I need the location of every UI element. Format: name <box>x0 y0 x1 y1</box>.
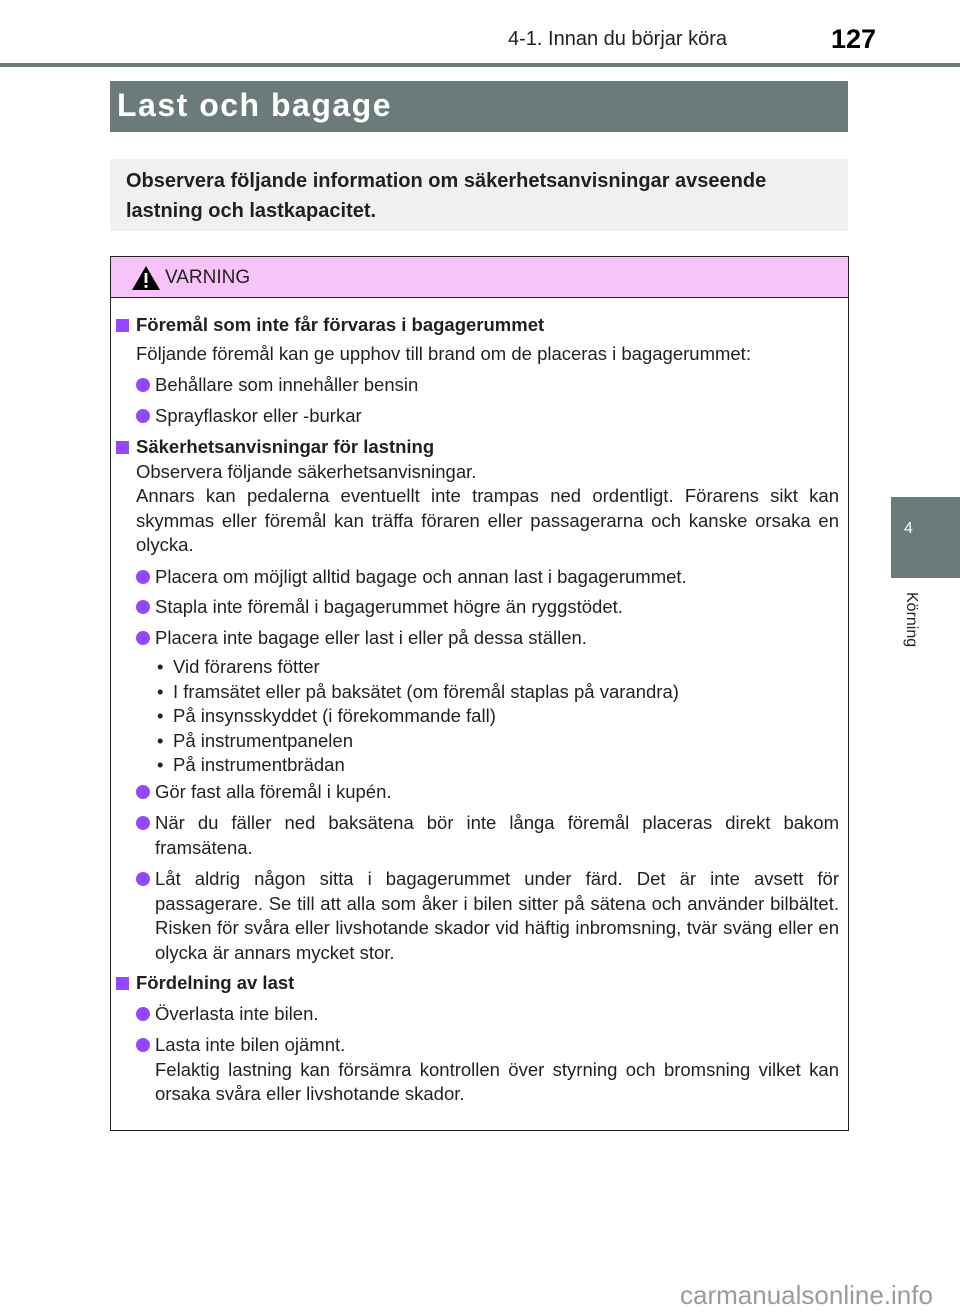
sub-list-item: • På insynsskyddet (i förekommande fall) <box>155 704 848 729</box>
list-item: Placera inte bagage eller last i eller på dessa ställen. <box>111 626 848 651</box>
dot-bullet-icon <box>136 570 150 584</box>
dot-bullet-icon <box>136 816 150 830</box>
dot-bullet-icon <box>136 600 150 614</box>
chapter-tab[interactable] <box>891 497 960 578</box>
header-divider <box>0 63 960 67</box>
section-intro: Följande föremål kan ge upphov till brand om de placeras i bagagerummet: <box>136 342 751 364</box>
square-bullet-icon <box>116 441 129 454</box>
list-item: Placera om möjligt alltid bagage och annan last i bagagerummet. <box>111 565 848 590</box>
section-heading: Fördelning av last <box>111 971 848 996</box>
dot-bullet-icon <box>136 1007 150 1021</box>
bullet-icon: • <box>157 656 164 677</box>
page-header <box>0 0 960 67</box>
sub-list-item: • På instrumentpanelen <box>155 729 848 754</box>
warning-box <box>110 256 849 1131</box>
dot-bullet-icon <box>136 872 150 886</box>
chapter-label: Körning <box>903 592 920 648</box>
item-detail: Felaktig lastning kan försämra kontrollen över styrning och bromsning vilket kan orsaka svåra eller livshotande skador. <box>155 1058 839 1104</box>
sub-list-item: • På instrumentbrädan <box>155 753 848 778</box>
dot-bullet-icon <box>136 631 150 645</box>
page-title: Last och bagage <box>117 87 392 123</box>
dot-bullet-icon <box>136 785 150 799</box>
bullet-icon: • <box>157 729 164 751</box>
list-item: Gör fast alla föremål i kupén. <box>111 780 848 805</box>
page-number: 127 <box>831 24 877 54</box>
warning-label: VARNING <box>165 267 251 288</box>
list-item: Överlasta inte bilen. <box>111 1002 848 1027</box>
section-intro: Observera följande säkerhetsanvisningar. <box>136 460 477 482</box>
section-heading: Föremål som inte får förvaras i bagagerummet <box>111 313 848 338</box>
section-intro: Annars kan pedalerna eventuellt inte trampas ned ordentligt. Förarens sikt kan skymmas eller föremål kan träffa föraren eller passagerarna och kanske orsaka en olycka. <box>136 485 839 555</box>
bullet-icon: • <box>157 705 164 726</box>
intro-text: Observera följande information om säkerhetsanvisningar avseende lastning och lastkapacitet. <box>126 170 767 222</box>
sub-list <box>111 655 848 778</box>
chapter-number: 4 <box>904 520 913 537</box>
list-item: Låt aldrig någon sitta i bagagerummet under färd. Det är inte avsett för passagerare. Se till att alla som åker i bilen sitter på sätena och använder bilbältet. Risken för svåra eller livshotande skador vid häftig inbromsning, tvär sväng eller en olycka är annars mycket stor. <box>111 867 848 965</box>
watermark: carmanualsonline.info <box>680 1280 933 1310</box>
dot-bullet-icon <box>136 1038 150 1052</box>
sub-list-item: • I framsätet eller på baksätet (om föremål staplas på varandra) <box>155 680 848 705</box>
bullet-icon: • <box>157 754 164 775</box>
bullet-icon: • <box>157 680 164 702</box>
dot-bullet-icon <box>136 409 150 423</box>
warning-triangle-icon <box>131 265 161 291</box>
list-item: Behållare som innehåller bensin <box>111 373 848 398</box>
square-bullet-icon <box>116 977 129 990</box>
sub-list-item: • Vid förarens fötter <box>155 655 848 680</box>
warning-body <box>111 313 848 1113</box>
warning-header <box>111 257 848 298</box>
dot-bullet-icon <box>136 378 150 392</box>
square-bullet-icon <box>116 319 129 332</box>
list-item: Lasta inte bilen ojämnt. Felaktig lastning kan försämra kontrollen över styrning och bromsning vilket kan orsaka svåra eller livshotande skador. <box>111 1033 848 1107</box>
intro-box <box>110 159 848 231</box>
list-item: Stapla inte föremål i bagagerummet högre än ryggstödet. <box>111 595 848 620</box>
section-heading: Säkerhetsanvisningar för lastning <box>111 435 848 460</box>
list-item: Sprayflaskor eller -burkar <box>111 404 848 429</box>
page-title-bar <box>110 81 848 132</box>
section-title: 4-1. Innan du börjar köra <box>508 28 728 50</box>
list-item: När du fäller ned baksätena bör inte långa föremål placeras direkt bakom framsätena. <box>111 811 848 860</box>
